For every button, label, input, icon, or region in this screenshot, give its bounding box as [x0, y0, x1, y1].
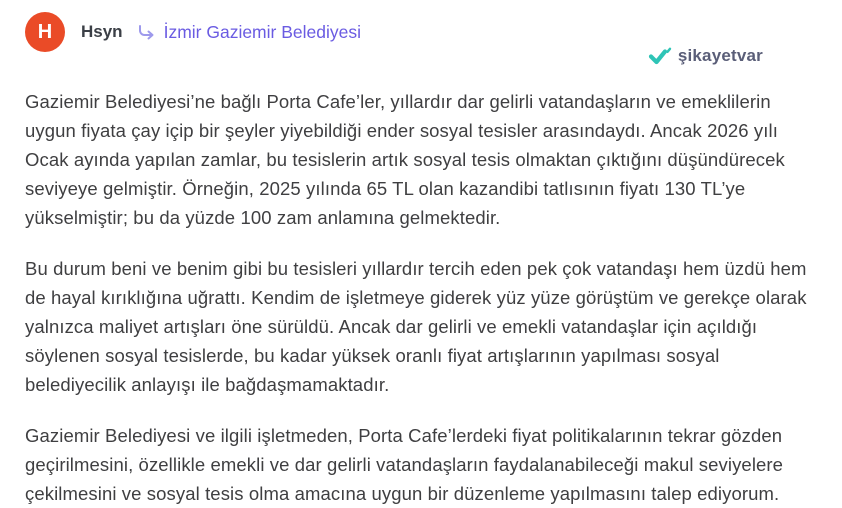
- brand-logo[interactable]: [648, 46, 763, 66]
- company-link[interactable]: İzmir Gaziemir Belediyesi: [163, 21, 361, 42]
- brand-name: şikayetvar: [677, 46, 763, 65]
- complaint-paragraph: Bu durum beni ve benim gibi bu tesisleri yıllardır tercih eden pek çok vatandaşı hem üzdü hem de hayal kırıklığına uğrattı. Kendim de işletmeye giderek yüz yüze görüştüm ve gerekçe olarak yalnızca maliyet artışları öne sürüldü. Ancak dar gelirli ve emekli vatandaşlar için açıldığı söylenen sosyal tesislerde, bu kadar yüksek oranlı fiyat artışlarının yapılması sosyal belediyecilik anlayışı ile bağdaşmamaktadır.: [25, 258, 807, 395]
- avatar[interactable]: [25, 12, 65, 52]
- username[interactable]: Hsyn: [81, 22, 123, 41]
- complaint-body: [25, 87, 820, 508]
- reply-arrow-icon: [137, 24, 156, 40]
- complaint-paragraph: Gaziemir Belediyesi’ne bağlı Porta Cafe’ler, yıllardır dar gelirli vatandaşların ve emeklilerin uygun fiyata çay içip bir şeyler yiyebildiği ender sosyal tesisler arasındaydı. Ancak 2026 yılı Ocak ayında yapılan zamlar, bu tesislerin artık sosyal tesis olmaktan çıktığını düşündürecek seviyeye gelmiştir. Örneğin, 2025 yılında 65 TL olan kazandibi tatlısının fiyatı 130 TL’ye yükselmiştir; bu da yüzde 100 zam anlamına gelmektedir.: [25, 91, 785, 228]
- complaint-paragraph: Gaziemir Belediyesi ve ilgili işletmeden, Porta Cafe’lerdeki fiyat politikalarının tekrar gözden geçirilmesini, özellikle emekli ve dar gelirli vatandaşların faydalanabileceği makul seviyelere çekilmesini ve sosyal tesis olma amacına uygun bir düzenleme yapılmasını talep ediyorum.: [25, 425, 784, 504]
- brand-check-icon: [648, 47, 672, 65]
- avatar-initial: H: [37, 20, 53, 43]
